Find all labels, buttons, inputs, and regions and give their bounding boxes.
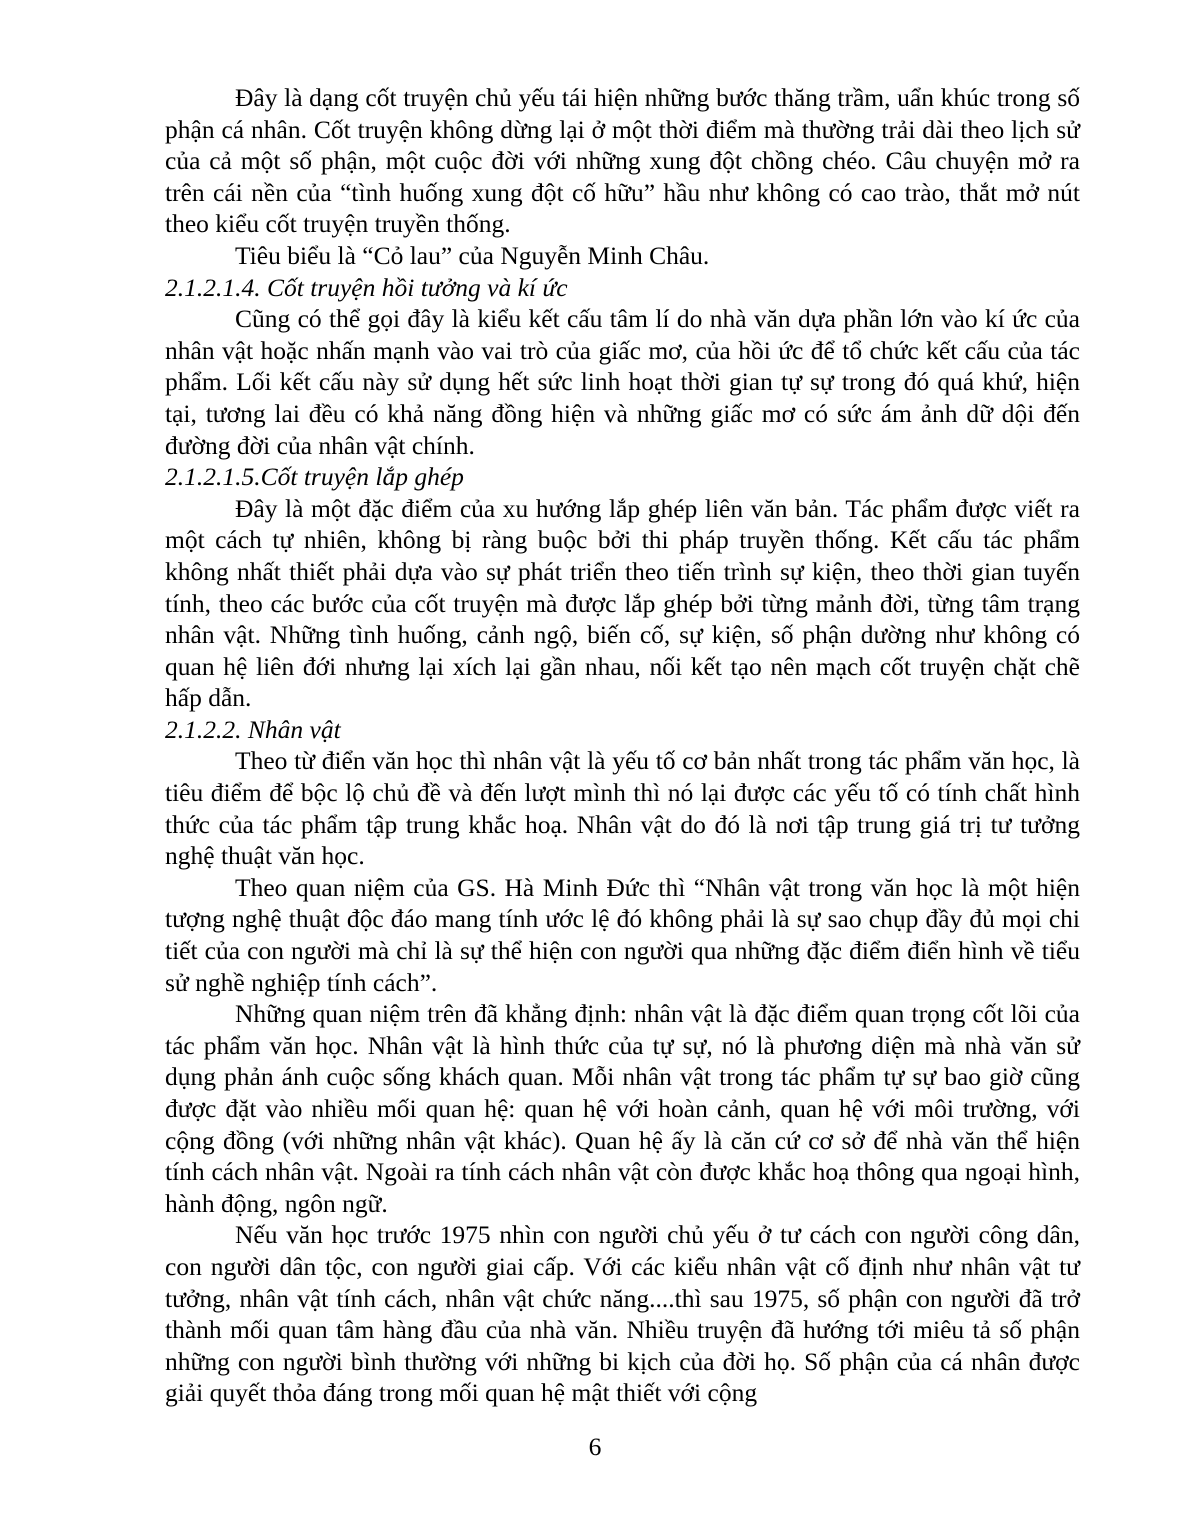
section-heading: 2.1.2.2. Nhân vật	[165, 714, 341, 744]
paragraph: Cũng có thể gọi đây là kiểu kết cấu tâm lí do nhà văn dựa phần lớn vào kí ức của nhân vật hoặc nhấn mạnh vào vai trò của giấc mơ, của hồi ức để tổ chức kết cấu của tác phẩm. Lối kết cấu này sử dụng hết sức linh hoạt thời gian tự sự trong đó quá khứ, hiện tại, tương lai đều có khả năng đồng hiện và những giấc mơ có sức ám ảnh dữ dội đến đường đời của nhân vật chính.	[165, 304, 1080, 460]
section-heading: 2.1.2.1.4. Cốt truyện hồi tưởng và kí ức	[165, 272, 568, 302]
paragraph: Nếu văn học trước 1975 nhìn con người chủ yếu ở tư cách con người công dân, con người dân tộc, con người giai cấp. Với các kiểu nhân vật cố định như nhân vật tư tưởng, nhân vật tính cách, nhân vật chức năng....thì sau 1975, số phận con người đã trở thành mối quan tâm hàng đầu của nhà văn. Nhiều truyện đã hướng tới miêu tả số phận những con người bình thường với những bi kịch của đời họ. Số phận của cá nhân được giải quyết thỏa đáng trong mối quan hệ mật thiết với cộng	[165, 1220, 1080, 1408]
paragraph: Đây là một đặc điểm của xu hướng lắp ghép liên văn bản. Tác phẩm được viết ra một cách tự nhiên, không bị ràng buộc bởi thi pháp truyền thống. Kết cấu tác phẩm không nhất thiết phải dựa vào sự phát triển theo tiến trình sự kiện, theo thời gian tuyến tính, theo các bước của cốt truyện mà được lắp ghép bởi từng mảnh đời, từng tâm trạng nhân vật. Những tình huống, cảnh ngộ, biến cố, sự kiện, số phận dường như không có quan hệ liên đới nhưng lại xích lại gần nhau, nối kết tạo nên mạch cốt truyện chặt chẽ hấp dẫn.	[165, 493, 1080, 713]
document-body	[165, 82, 1080, 1409]
page-number: 6	[588, 1432, 602, 1461]
paragraph: Tiêu biểu là “Cỏ lau” của Nguyễn Minh Châu.	[235, 240, 710, 270]
paragraph: Những quan niệm trên đã khẳng định: nhân vật là đặc điểm quan trọng cốt lõi của tác phẩm văn học. Nhân vật là hình thức của tự sự, nó là phương diện mà nhà văn sử dụng phản ánh cuộc sống khách quan. Mỗi nhân vật trong tác phẩm tự sự bao giờ cũng được đặt vào nhiều mối quan hệ: quan hệ với hoàn cảnh, quan hệ với môi trường, với cộng đồng (với những nhân vật khác). Quan hệ ấy là căn cứ cơ sở để nhà văn thể hiện tính cách nhân vật. Ngoài ra tính cách nhân vật còn được khắc hoạ thông qua ngoại hình, hành động, ngôn ngữ.	[165, 999, 1080, 1218]
paragraph: Theo quan niệm của GS. Hà Minh Đức thì “Nhân vật trong văn học là một hiện tượng nghệ thuật độc đáo mang tính ước lệ đó không phải là sự sao chụp đầy đủ mọi chi tiết của con người mà chỉ là sự thể hiện con người qua những đặc điểm điển hình về tiểu sử nghề nghiệp tính cách”.	[165, 872, 1080, 997]
paragraph: Theo từ điển văn học thì nhân vật là yếu tố cơ bản nhất trong tác phẩm văn học, là tiêu điểm để bộc lộ chủ đề và đến lượt mình thì nó lại được các yếu tố có tính chất hình thức của tác phẩm tập trung khắc hoạ. Nhân vật do đó là nơi tập trung giá trị tư tưởng nghệ thuật văn học.	[165, 746, 1080, 871]
section-heading: 2.1.2.1.5.Cốt truyện lắp ghép	[165, 462, 464, 492]
paragraph: Đây là dạng cốt truyện chủ yếu tái hiện những bước thăng trầm, uẩn khúc trong số phận cá nhân. Cốt truyện không dừng lại ở một thời điểm mà thường trải dài theo lịch sử của cả một số phận, một cuộc đời với những xung đột chồng chéo. Câu chuyện mở ra trên cái nền của “tình huống xung đột cố hữu” hầu như không có cao trào, thắt mở nút theo kiểu cốt truyện truyền thống.	[165, 83, 1080, 239]
